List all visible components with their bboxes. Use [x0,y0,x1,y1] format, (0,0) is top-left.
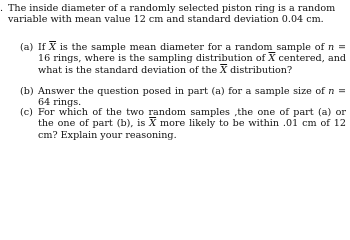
xbar-symbol: $\overline{X}$ [149,118,157,130]
xbar-symbol: $\overline{X}$ [220,64,228,76]
xbar-symbol: $\overline{X}$ [268,53,276,65]
part-a-text-1: If [38,42,50,53]
part-a [20,42,346,76]
xbar-symbol: $\overline{X}$ [49,42,57,53]
part-a-text-3: = 16 rings, where is the sampling distribution of [38,42,346,65]
problem-number-marker: . [0,3,4,14]
part-a-text-2: is the sample mean diameter for a random sample of [56,42,328,53]
part-c-text [20,107,346,141]
part-c-label: (c) [20,107,33,118]
part-a-text [20,42,346,76]
problem-statement: The inside diameter of a randomly selected piston ring is a random variable with mean value 12 cm and standard deviation 0.04 cm. [8,3,336,26]
part-c [20,107,346,141]
part-a-text-4: centered, and what is the standard deviation of the [38,53,347,76]
part-a-text-5: distribution? [227,64,293,76]
n-variable: n [328,86,335,97]
part-b-text-1: Answer the question posed in part (a) for a sample size of [38,86,329,97]
n-variable: n [327,42,335,53]
part-a-label: (a) [20,42,34,53]
problem-intro [0,3,346,26]
part-b-text-2: = 64 rings. [38,86,347,109]
part-b-text [20,86,346,109]
part-c-text-1: For which of the two random samples ,the one of part (a) or the one of part (b), is [38,107,346,130]
part-b [20,86,346,109]
part-b-label: (b) [20,86,34,97]
part-c-text-2: more likely to be within .01 cm of 12 cm? Explain your reasoning. [38,118,346,141]
